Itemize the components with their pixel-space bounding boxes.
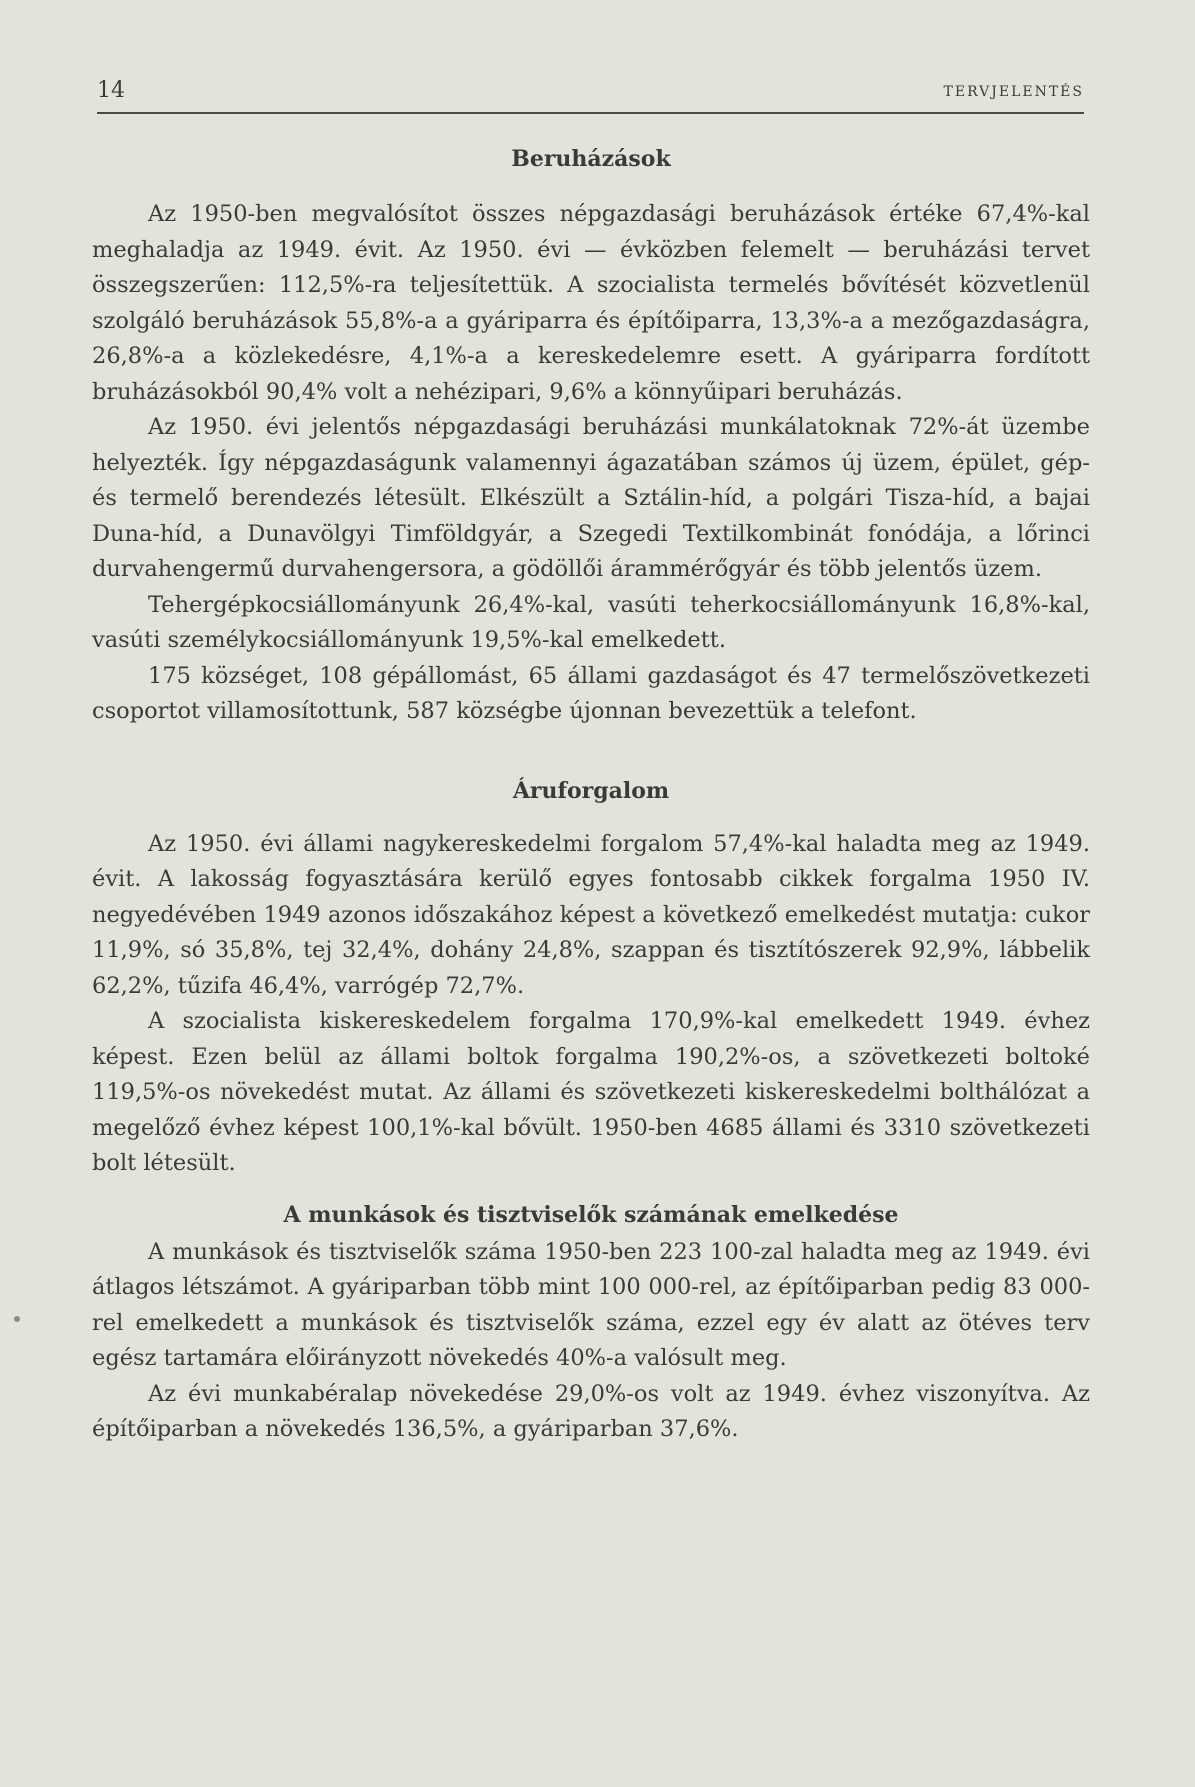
- section-heading-munkasok: A munkások és tisztviselők számának emelkedése: [283, 1201, 899, 1228]
- paragraph: Tehergépkocsiállományunk 26,4%-kal, vasúti teherkocsiállományunk 16,8%-kal, vasúti személykocsiállományunk 19,5%-kal emelkedett.: [92, 591, 1090, 653]
- paragraph: Az 1950-ben megvalósítot összes népgazdasági beruházások értéke 67,4%-kal meghaladja az 1949. évit. Az 1950. évi — évközben felemelt — beruházási tervet összegszerűen: 112,5%-ra teljesítettük. A szocialista termelés bővítését közvetlenül szolgáló beruházások 55,8%-a a gyáriparra és építőiparra, 13,3%-a a mezőgazdaságra, 26,8%-a a közlekedésre, 4,1%-a a kereskedelemre esett. A gyáriparra fordított bruházásokból 90,4% volt a nehézipari, 9,6% a könnyűipari beruházás.: [92, 201, 1090, 405]
- paragraph: Az 1950. évi jelentős népgazdasági beruházási munkálatoknak 72%-át üzembe helyezték. Így népgazdaságunk valamennyi ágazatában számos új üzem, épület, gép- és termelő berendezés létesült. Elkészült a Sztálin-híd, a polgári Tisza-híd, a bajai Duna-híd, a Dunavölgyi Timföldgyár, a Szegedi Textilkombinát fonódája, a lőrinci durvahengermű durvahengersora, a gödöllői árammérőgyár és több jelentős üzem.: [92, 414, 1090, 582]
- paragraph: A szocialista kiskereskedelem forgalma 170,9%-kal emelkedett 1949. évhez képest. Ezen belül az állami boltok forgalma 190,2%-os, a szövetkezeti boltoké 119,5%-os növekedést mutat. Az állami és szövetkezeti kiskereskedelmi bolthálózat a megelőző évhez képest 100,1%-kal bővült. 1950-ben 4685 állami és 3310 szövetkezeti bolt létesült.: [92, 1008, 1090, 1176]
- paragraph: 175 községet, 108 gépállomást, 65 állami gazdaságot és 47 termelőszövetkezeti csoportot villamosítottunk, 587 községbe újonnan bevezettük a telefont.: [92, 662, 1090, 724]
- margin-dot: [14, 1316, 20, 1322]
- running-header: [97, 78, 1084, 114]
- paragraph: Az évi munkabéralap növekedése 29,0%-os volt az 1949. évhez viszonyítva. Az építőiparban a növekedés 136,5%, a gyáriparban 37,6%.: [92, 1380, 1090, 1442]
- paragraph: A munkások és tisztviselők száma 1950-ben 223 100-zal haladta meg az 1949. évi átlagos létszámot. A gyáriparban több mint 100 000-rel, az építőiparban pedig 83 000-rel emelkedett a munkások és tisztviselők száma, ezzel egy év alatt az ötéves terv egész tartamára előirányzott növekedés 40%-a valósult meg.: [92, 1238, 1090, 1371]
- section-heading-beruhazasok: Beruházások: [511, 146, 671, 172]
- page-body: [92, 142, 1090, 1448]
- paragraph: Az 1950. évi állami nagykereskedelmi forgalom 57,4%-kal haladta meg az 1949. évit. A lakosság fogyasztására kerülő egyes fontosabb cikkek forgalma 1950 IV. negyedévében 1949 azonos időszakához képest a következő emelkedést mutatja: cukor 11,9%, só 35,8%, tej 32,4%, dohány 24,8%, szappan és tisztítószerek 92,9%, lábbelik 62,2%, tűzifa 46,4%, varrógép 72,7%.: [92, 830, 1090, 999]
- page-number: 14: [97, 78, 125, 103]
- running-title: TERVJELENTÉS: [943, 84, 1084, 100]
- section-heading-aruforgalom: Áruforgalom: [512, 777, 670, 804]
